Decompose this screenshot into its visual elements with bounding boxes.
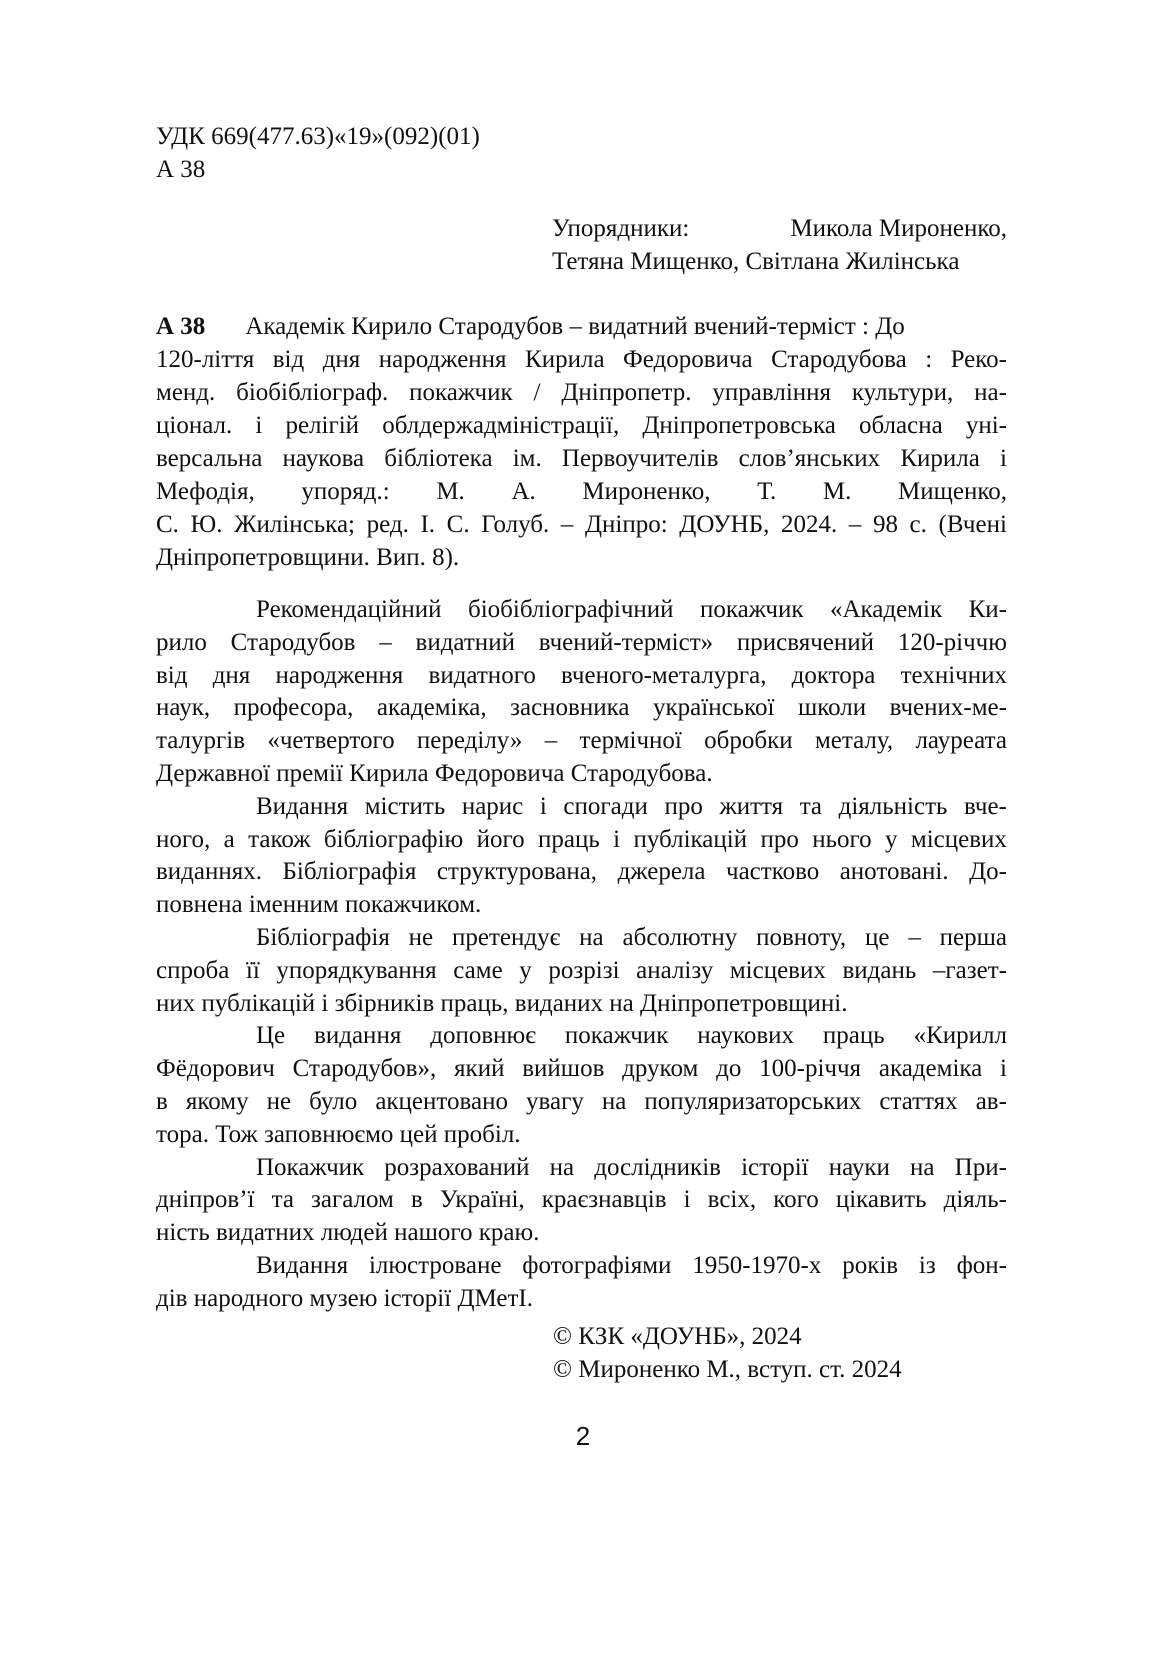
annotation-paragraph [156,1152,1007,1250]
annotation-line: них публікацій і збірників праць, виданих на Дніпропетровщині. [156,989,848,1017]
biblio-line: версальна наукова бібліотека ім. Первоучителів слов’янських Кирила і [156,445,1007,472]
biblio-line: менд. біобібліограф. покажчик / Дніпропетр. управління культури, на- [156,379,1007,406]
annotation-line: талургів «четвертого переділу» – термічної обробки металу, лауреата [156,727,1007,755]
compiler-names-2: Тетяна Мищенко, Світлана Жилінська [552,248,960,275]
annotation [156,594,1007,1316]
biblio-line: Дніпропетровщини. Вип. 8). [156,544,460,571]
annotation-line: повнена іменним покажчиком. [156,891,482,919]
compiler-name-1: Микола Мироненко, [790,215,1007,242]
annotation-line: Бібліографія не претендує на абсолютну повноту, це – перша [256,923,1007,951]
annotation-line: ного, а також бібліографію його праць і публікацій про нього у місцевих [156,825,1007,853]
author-sign: А 38 [156,156,206,183]
copyright-block [553,1320,902,1386]
biblio-cipher: А 38 [156,313,206,340]
biblio-line: 120-ліття від дня народження Кирила Федоровича Стародубова : Реко- [156,346,1007,373]
biblio-line: С. Ю. Жилінська; ред. І. С. Голуб. – Дніпро: ДОУНБ, 2024. – 98 с. (Вчені [156,511,1007,538]
annotation-line: дніпров’ї та загалом в Україні, краєзнавців і всіх, кого цікавить діяль- [156,1186,1007,1214]
annotation-line: Покажчик розрахований на дослідників історії науки на При- [256,1153,1007,1181]
annotation-line: Видання ілюстроване фотографіями 1950-1970-х років із фон- [256,1251,1007,1279]
annotation-line: Рекомендаційний біобібліографічний покажчик «Академік Ки- [256,596,1007,623]
annotation-line: тора. Тож заповнюємо цей пробіл. [156,1120,521,1148]
annotation-paragraph [156,1020,1007,1151]
annotation-paragraph [156,791,1007,922]
annotation-line: спроба її упорядкування саме у розрізі аналізу місцевих видань –газет- [156,956,1007,984]
annotation-paragraph [156,1250,1007,1316]
compilers-block [552,212,1007,278]
annotation-line: ність видатних людей нашого краю. [156,1219,540,1247]
biblio-line [156,310,1007,343]
copyright-line-2: © Мироненко М., вступ. ст. 2024 [553,1356,902,1383]
udk-code: УДК 669(477.63)«19»(092)(01) [156,123,480,150]
page-number: 2 [575,1421,591,1451]
bibliographic-description [156,310,1007,574]
annotation-line: виданнях. Бібліографія структурована, джерела частково анотовані. До- [156,858,1007,886]
compilers-label: Упорядники: [552,215,690,242]
biblio-text: Академік Кирило Стародубов – видатний вчений-терміст : До [245,313,905,340]
annotation-line: Фёдорович Стародубов», який вийшов друком до 100-річчя академіка і [156,1055,1007,1083]
annotation-paragraph [156,594,1007,791]
annotation-line: Видання містить нарис і спогади про життя та діяльність вче- [256,792,1007,820]
annotation-line: Державної премії Кирила Федоровича Стародубова. [156,759,713,787]
annotation-line: в якому не було акцентовано увагу на популяризаторських статтях ав- [156,1087,1007,1115]
annotation-line: Це видання доповнює покажчик наукових праць «Кирилл [256,1022,1007,1050]
biblio-line: ціонал. і релігій облдержадміністрації, Дніпропетровська обласна уні- [156,412,1007,439]
annotation-line: від дня народження видатного вченого-металурга, доктора технічних [156,661,1007,689]
annotation-line: дів народного музею історії ДМетІ. [156,1284,534,1312]
copyright-line-1: © КЗК «ДОУНБ», 2024 [553,1323,802,1350]
annotation-line: рило Стародубов – видатний вчений-терміст» присвячений 120-річчю [156,628,1007,656]
annotation-line: наук, професора, академіка, засновника української школи вчених-ме- [156,694,1007,722]
biblio-line: Мефодія, упоряд.: М. А. Мироненко, Т. М. Мищенко, [156,478,1007,505]
annotation-paragraph [156,922,1007,1020]
